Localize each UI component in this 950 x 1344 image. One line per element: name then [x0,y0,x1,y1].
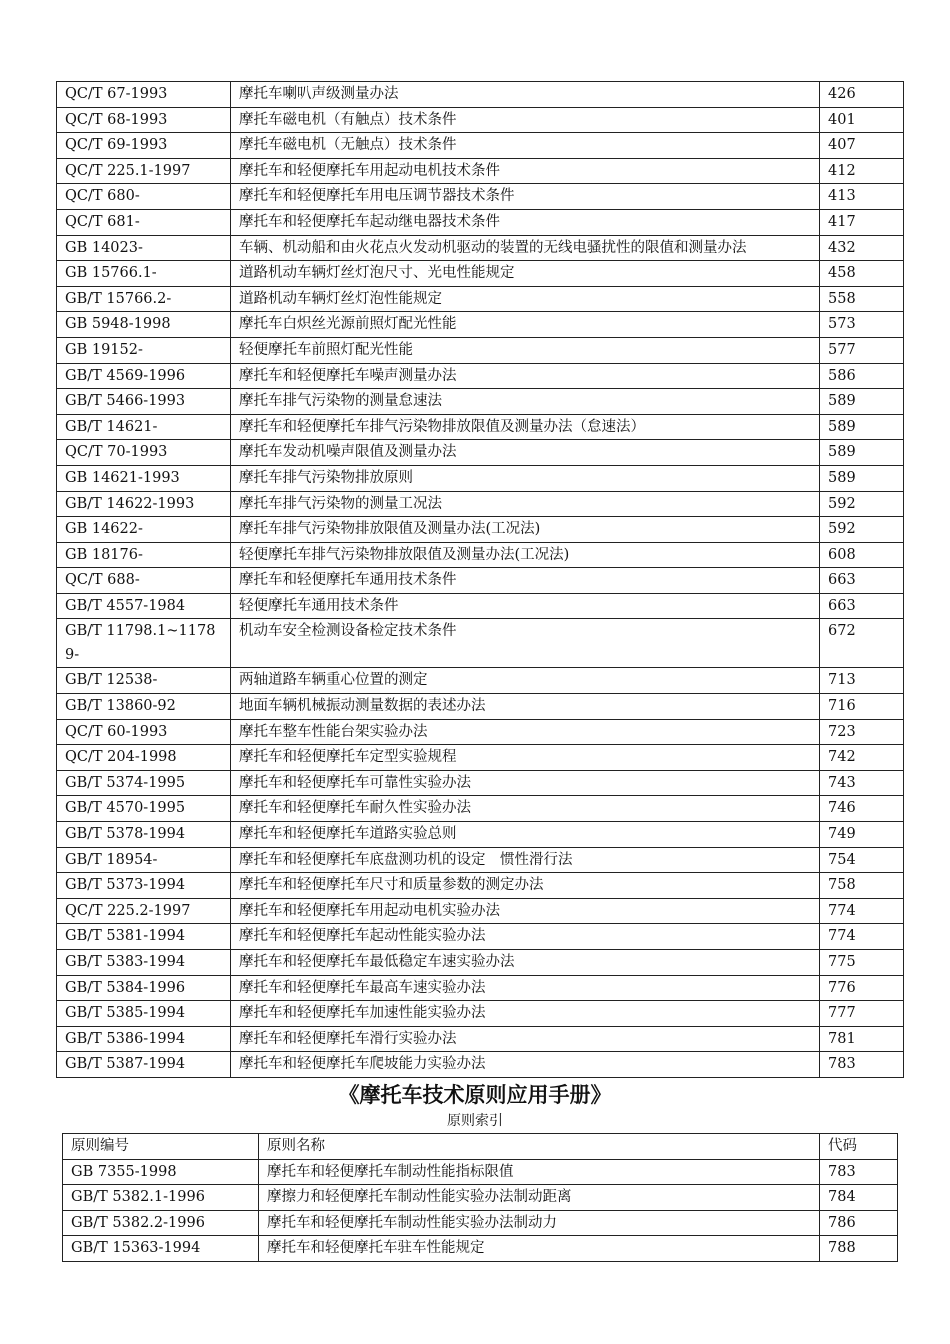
table-row [57,363,904,389]
page-number: 781 [820,1026,904,1052]
standard-code: GB/T 5466-1993 [57,389,231,415]
table-row [57,770,904,796]
page-number: 754 [820,847,904,873]
standard-code: GB/T 15766.2- [57,286,231,312]
standard-code: QC/T 67-1993 [57,82,231,108]
page-number: 417 [820,209,904,235]
page-number: 413 [820,184,904,210]
standard-code: GB 5948-1998 [57,312,231,338]
index-table [62,1133,898,1262]
standard-name: 两轴道路车辆重心位置的测定 [231,668,820,694]
table-row [57,491,904,517]
standard-name: 摩托车排气污染物排放限值及测量办法(工况法) [231,517,820,543]
page-number: 749 [820,822,904,848]
page-number: 592 [820,517,904,543]
page-number: 432 [820,235,904,261]
standard-code: GB/T 4557-1984 [57,593,231,619]
table-row [57,822,904,848]
table-row [57,465,904,491]
standard-name: 车辆、机动船和由火花点火发动机驱动的装置的无线电骚扰性的限值和测量办法 [231,235,820,261]
standard-name: 轻便摩托车前照灯配光性能 [231,337,820,363]
table-row [57,568,904,594]
standard-name: 摩托车白炽丝光源前照灯配光性能 [231,312,820,338]
table-row [57,873,904,899]
page-number: 589 [820,389,904,415]
standard-code: QC/T 60-1993 [57,719,231,745]
standard-name: 摩托车和轻便摩托车驻车性能规定 [259,1236,820,1262]
standards-table-container [56,81,904,1078]
page-number: 577 [820,337,904,363]
table-row [57,133,904,159]
standard-code: QC/T 688- [57,568,231,594]
standard-name: 摩托车和轻便摩托车最高车速实验办法 [231,975,820,1001]
table-row [57,924,904,950]
header-page: 代码 [820,1134,898,1160]
table-row [57,796,904,822]
table-row [57,847,904,873]
standard-code: GB 7355-1998 [63,1159,259,1185]
standard-name: 摩托车和轻便摩托车排气污染物排放限值及测量办法（怠速法） [231,414,820,440]
standard-code: QC/T 225.1-1997 [57,158,231,184]
table-row [57,261,904,287]
standard-name: 摩托车磁电机（无触点）技术条件 [231,133,820,159]
standard-name: 道路机动车辆灯丝灯泡尺寸、光电性能规定 [231,261,820,287]
table-row [57,389,904,415]
standard-code: QC/T 70-1993 [57,440,231,466]
standard-code: GB 15766.1- [57,261,231,287]
table-row [57,668,904,694]
standard-name: 摩托车和轻便摩托车定型实验规程 [231,745,820,771]
standard-code: QC/T 204-1998 [57,745,231,771]
standard-name: 摩托车和轻便摩托车滑行实验办法 [231,1026,820,1052]
table-row [57,184,904,210]
standard-name: 摩托车排气污染物排放原则 [231,465,820,491]
page-number: 573 [820,312,904,338]
page-number: 401 [820,107,904,133]
standard-code: GB/T 13860-92 [57,694,231,720]
standard-name: 地面车辆机械振动测量数据的表述办法 [231,694,820,720]
page-number: 589 [820,440,904,466]
page-number: 426 [820,82,904,108]
standard-code: QC/T 225.2-1997 [57,898,231,924]
standard-name: 摩托车和轻便摩托车用电压调节器技术条件 [231,184,820,210]
page-number: 777 [820,1001,904,1027]
page-number: 713 [820,668,904,694]
page-number: 783 [820,1159,898,1185]
table-row [57,719,904,745]
page-number: 742 [820,745,904,771]
table-row [57,158,904,184]
standard-code: GB/T 5387-1994 [57,1052,231,1078]
standard-name: 摩托车喇叭声级测量办法 [231,82,820,108]
table-row [57,414,904,440]
index-table-header-row [63,1134,898,1160]
table-row [57,694,904,720]
page-number: 592 [820,491,904,517]
standard-name: 机动车安全检测设备检定技术条件 [231,619,820,668]
table-row [63,1185,898,1211]
table-row [57,286,904,312]
page-number: 589 [820,414,904,440]
page-number: 746 [820,796,904,822]
page-number: 458 [820,261,904,287]
standard-name: 摩托车和轻便摩托车噪声测量办法 [231,363,820,389]
standard-name: 摩托车和轻便摩托车爬坡能力实验办法 [231,1052,820,1078]
table-row [57,745,904,771]
table-row [57,593,904,619]
standard-code: GB/T 12538- [57,668,231,694]
page-number: 608 [820,542,904,568]
page-number: 784 [820,1185,898,1211]
standard-code: GB/T 15363-1994 [63,1236,259,1262]
standard-name: 摩托车和轻便摩托车通用技术条件 [231,568,820,594]
table-row [63,1159,898,1185]
standard-name: 摩托车和轻便摩托车底盘测功机的设定 惯性滑行法 [231,847,820,873]
standard-code: GB 14622- [57,517,231,543]
index-table-container [62,1133,898,1262]
standard-name: 摩托车和轻便摩托车可靠性实验办法 [231,770,820,796]
header-code: 原则编号 [63,1134,259,1160]
page-number: 663 [820,568,904,594]
page-number: 586 [820,363,904,389]
standard-code: QC/T 681- [57,209,231,235]
standard-code: GB/T 5384-1996 [57,975,231,1001]
index-table-body [63,1159,898,1261]
standard-code: GB/T 18954- [57,847,231,873]
table-row [57,542,904,568]
standard-code: GB 19152- [57,337,231,363]
standard-name: 道路机动车辆灯丝灯泡性能规定 [231,286,820,312]
standards-table-body [57,82,904,1078]
standard-code: GB 14621-1993 [57,465,231,491]
standard-code: GB/T 5374-1995 [57,770,231,796]
standard-name: 摩托车和轻便摩托车制动性能指标限值 [259,1159,820,1185]
standard-code: GB/T 5381-1994 [57,924,231,950]
standard-code: QC/T 680- [57,184,231,210]
page-number: 774 [820,898,904,924]
table-row [57,107,904,133]
page-number: 723 [820,719,904,745]
page-number: 558 [820,286,904,312]
standard-code: GB/T 5378-1994 [57,822,231,848]
standard-name: 摩托车磁电机（有触点）技术条件 [231,107,820,133]
standard-name: 摩托车整车性能台架实验办法 [231,719,820,745]
standard-code: QC/T 69-1993 [57,133,231,159]
standard-name: 摩擦力和轻便摩托车制动性能实验办法制动距离 [259,1185,820,1211]
table-row [57,337,904,363]
document-title: 《摩托车技术原则应用手册》 [338,1083,612,1107]
table-row [57,950,904,976]
table-row [57,1026,904,1052]
table-row [57,440,904,466]
standard-code: GB 14023- [57,235,231,261]
standard-name: 轻便摩托车排气污染物排放限值及测量办法(工况法) [231,542,820,568]
standard-code: GB/T 5385-1994 [57,1001,231,1027]
table-row [57,235,904,261]
standard-code: GB/T 4569-1996 [57,363,231,389]
standard-name: 摩托车和轻便摩托车用起动电机技术条件 [231,158,820,184]
page-number: 776 [820,975,904,1001]
standard-name: 摩托车和轻便摩托车制动性能实验办法制动力 [259,1210,820,1236]
standard-name: 摩托车和轻便摩托车耐久性实验办法 [231,796,820,822]
table-row [57,619,904,668]
standard-code: GB/T 5382.2-1996 [63,1210,259,1236]
table-row [57,1052,904,1078]
table-row [57,209,904,235]
document-subtitle: 原则索引 [447,1113,503,1129]
page-number: 774 [820,924,904,950]
table-row [57,517,904,543]
standard-name: 摩托车排气污染物的测量怠速法 [231,389,820,415]
standard-code: GB/T 4570-1995 [57,796,231,822]
page-number: 589 [820,465,904,491]
standard-name: 摩托车和轻便摩托车加速性能实验办法 [231,1001,820,1027]
header-name: 原则名称 [259,1134,820,1160]
standard-code: GB/T 5382.1-1996 [63,1185,259,1211]
standard-name: 摩托车和轻便摩托车道路实验总则 [231,822,820,848]
table-row [57,975,904,1001]
page-number: 788 [820,1236,898,1262]
standard-code: GB/T 5373-1994 [57,873,231,899]
page-number: 786 [820,1210,898,1236]
page-number: 758 [820,873,904,899]
standard-code: GB 18176- [57,542,231,568]
page-number: 672 [820,619,904,668]
page-number: 743 [820,770,904,796]
page-number: 775 [820,950,904,976]
standard-name: 摩托车排气污染物的测量工况法 [231,491,820,517]
standard-code: GB/T 5383-1994 [57,950,231,976]
page-number: 716 [820,694,904,720]
standard-code: GB/T 14622-1993 [57,491,231,517]
standard-code: GB/T 11798.1~11789- [57,619,231,668]
standard-code: QC/T 68-1993 [57,107,231,133]
page-number: 783 [820,1052,904,1078]
standard-code: GB/T 14621- [57,414,231,440]
table-row [63,1210,898,1236]
page-number: 407 [820,133,904,159]
table-row [57,312,904,338]
table-row [57,82,904,108]
table-row [57,898,904,924]
standard-name: 摩托车和轻便摩托车用起动电机实验办法 [231,898,820,924]
table-row [57,1001,904,1027]
page-number: 663 [820,593,904,619]
standard-name: 摩托车和轻便摩托车尺寸和质量参数的测定办法 [231,873,820,899]
standards-table [56,81,904,1078]
standard-name: 摩托车发动机噪声限值及测量办法 [231,440,820,466]
standard-name: 摩托车和轻便摩托车最低稳定车速实验办法 [231,950,820,976]
page-number: 412 [820,158,904,184]
standard-name: 摩托车和轻便摩托车起动性能实验办法 [231,924,820,950]
standard-name: 摩托车和轻便摩托车起动继电器技术条件 [231,209,820,235]
table-row [63,1236,898,1262]
standard-name: 轻便摩托车通用技术条件 [231,593,820,619]
standard-code: GB/T 5386-1994 [57,1026,231,1052]
